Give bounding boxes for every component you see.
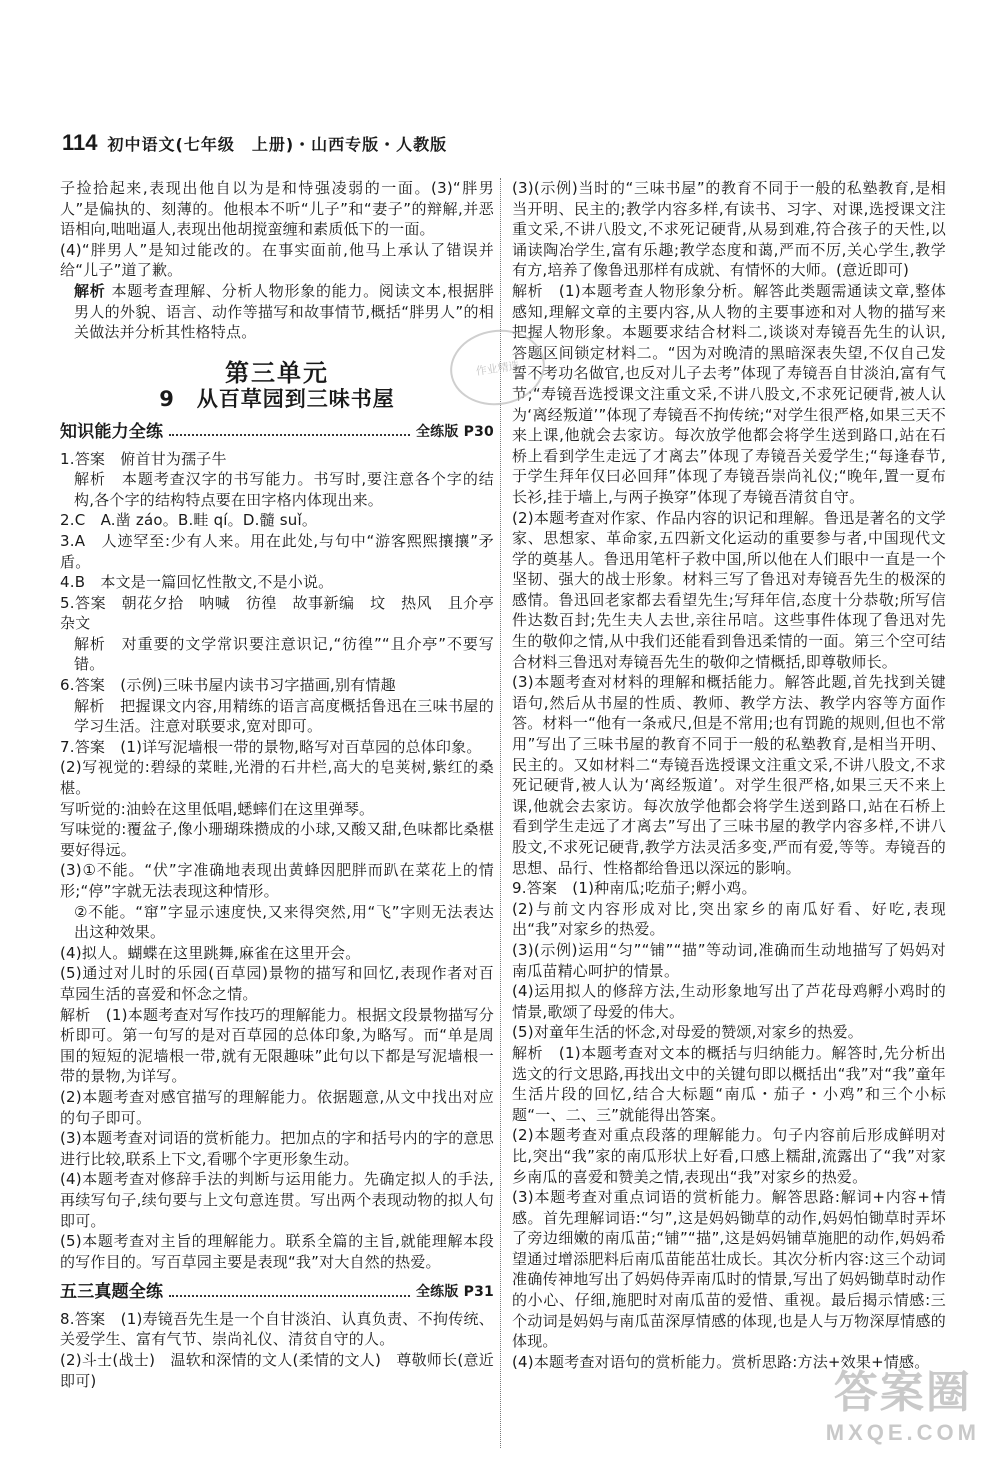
answer-line: 3.A 人迹罕至:少有人来。用在此处,与句中“游客熙熙攘攘”矛盾。 bbox=[60, 531, 494, 571]
answer-line: (5)通过对儿时的乐园(百草园)景物的描写和回忆,表现作者对百草园生活的喜爱和怀念之情。 bbox=[60, 964, 494, 1003]
answer-line: 9.答案 (1)种南瓜;吃茄子;孵小鸡。 bbox=[512, 879, 757, 898]
page-header bbox=[62, 130, 447, 156]
dotted-leader bbox=[169, 434, 410, 436]
answer-line: (4)本题考查对修辞手法的判断与运用能力。先确定拟人的手法,再续写句子,续句要与上文句意连贯。写出两个表现动物的拟人句即可。 bbox=[60, 1170, 494, 1230]
answer-line: (2)本题考查对感官描写的理解能力。依据题意,从文中找出对应的句子即可。 bbox=[60, 1087, 494, 1127]
section-name: 五三真题全练 bbox=[60, 1282, 164, 1303]
analysis-text: 本题考查理解、分析人物形象的能力。阅读文本,根据胖男人的外貌、语言、动作等描写和故事情节,概括“胖男人”的相关做法并分析其性格特点。 bbox=[74, 281, 494, 342]
unit-title: 第三单元 bbox=[225, 358, 329, 387]
left-column bbox=[60, 178, 494, 1391]
intro-analysis bbox=[60, 281, 494, 343]
watermark-url: MXQE.COM bbox=[825, 1420, 980, 1445]
answer-line: (4)本题考查对语句的赏析能力。赏析思路:方法+效果+情感。 bbox=[512, 1352, 930, 1371]
answer-line: (2)与前文内容形成对比,突出家乡的南瓜好看、好吃,表现出“我”对家乡的热爱。 bbox=[512, 899, 946, 939]
answer-line: 5.答案 朝花夕拾 呐喊 彷徨 故事新编 坟 热风 且介亭杂文 bbox=[60, 593, 494, 633]
answer-line: (3)(示例)运用“匀”“铺”“描”等动词,准确而生动地描写了妈妈对南瓜苗精心呵护的情景。 bbox=[512, 940, 946, 980]
answer-line: 写听觉的:油蛉在这里低唱,蟋蟀们在这里弹琴。 bbox=[60, 799, 375, 818]
answer-line: 7.答案 (1)详写泥墙根一带的景物,略写对百草园的总体印象。 bbox=[60, 737, 482, 756]
stamp: 作业精选 bbox=[445, 324, 550, 411]
answer-line: (5)本题考查对主旨的理解能力。联系全篇的主旨,就能理解本段的写作目的。写百草园主要是表现“我”对大自然的热爱。 bbox=[60, 1232, 494, 1271]
watermark bbox=[826, 1356, 980, 1446]
answer-line: 4.B 本文是一篇回忆性散文,不是小说。 bbox=[60, 573, 334, 592]
answer-line: 解析 (1)本题考查对写作技巧的理解能力。根据文段景物描写分析即可。第一句写的是对百草园的总体印象,为略写。而“单是周围的短短的泥墙根一带,就有无限趣味”此句以下都是写泥墙根一带的景物,为详写。 bbox=[60, 1005, 494, 1086]
page-number: 114 bbox=[62, 130, 98, 155]
watermark-logo: 答案圈 bbox=[833, 1368, 972, 1417]
answer-line: 写味觉的:覆盆子,像小珊瑚珠攒成的小球,又酸又甜,色味都比桑椹要好得远。 bbox=[60, 820, 494, 859]
lesson-title: 9 从百草园到三味书屋 bbox=[159, 387, 395, 412]
answer-line: (2)本题考查对作家、作品内容的识记和理解。鲁迅是著名的文学家、思想家、革命家,五四新文化运动的重要参与者,中国现代文学的奠基人。鲁迅用笔杆子救中国,所以他在人们眼中一直是一个坚韧、强大的战士形象。材料三写了鲁迅对寿镜吾先生的极深的感情。鲁迅回老家都去看望先生;写拜年信,态度十分恭敬;所写信件达数百封;先生夫人去世,亲往吊唁。这些事件体现了鲁迅对先生的敬仰之情,从中我们还能看到鲁迅柔情的一面。第三个空可结合材料三鲁迅对寿镜吾先生的敬仰之情概括,即尊敬师长。 bbox=[512, 508, 946, 671]
answer-list bbox=[60, 1309, 494, 1391]
answer-line: 解析 (1)本题考查人物形象分析。解答此类题需通读文章,整体感知,理解文章的主要内容,从人物的主要事迹和对人物的描写来把握人物形象。本题要求结合材料二,谈谈对寿镜吾先生的认识,答题区间锁定材料二。“因为对晚清的黑暗深表失望,不仅自己发誓不考功名做官,也反对儿子去考”体现了寿镜吾自甘淡泊,富有气节;“寿镜吾选授课文注重文采,不讲八股文,不求死记硬背,被人认为‘离经叛道’”体现了寿镜吾不拘传统;“对学生很严格,如果三天不来上课,他就会去家访。每次放学他都会将学生送到路口,站在石桥上看到学生走远了才离去”体现了寿镜吾关爱学生;“每逢春节,于学生拜年仅曰必回拜”体现了寿镜吾崇尚礼仪;“晚年,置一夏布长衫,挂于墙上,与两子换穿”体现了寿镜吾清贫自守。 bbox=[512, 281, 946, 506]
answer-line: 解析 把握课文内容,用精练的语言高度概括鲁迅在三味书屋的学习生活。注意对联要求,宽对即可。 bbox=[74, 696, 494, 736]
dotted-leader bbox=[169, 1295, 410, 1297]
answer-line: (3)本题考查对重点词语的赏析能力。解答思路:解词+内容+情感。首先理解词语:“匀”,这是妈妈锄草的动作,妈妈怕锄草时弄坏了旁边细嫩的南瓜苗;“铺”“描”,这是妈妈铺草施肥的动作,妈妈希望通过增添肥料后南瓜苗能茁壮成长。其次分析内容:这三个动词准确传神地写出了妈妈侍弄南瓜时的情景,写出了妈妈锄草时动作的小心、仔细,施肥时对南瓜苗的爱惜、重视。最后揭示情感:三个动词是妈妈与南瓜苗深厚情感的体现,也是人与万物深厚情感的体现。 bbox=[512, 1188, 946, 1351]
section-header bbox=[60, 422, 494, 443]
answer-line: 解析 对重要的文学常识要注意识记,“彷徨”“且介亭”不要写错。 bbox=[74, 634, 494, 674]
section-name: 知识能力全练 bbox=[60, 421, 164, 442]
answer-line: (3)本题考查对材料的理解和概括能力。解答此题,首先找到关键语句,然后从书屋的性质、教师、教学方法、教学内容等方面作答。材料一“他有一条戒尺,但是不常用;也有罚跪的规则,但也不常用”写出了三味书屋的教育不同于一般的私塾教育,是相当开明、民主的。又如材料二“寿镜吾选授课文注重文采,不讲八股文,不求死记硬背,被人认为‘离经叛道’。对学生很严格,如果三天不来上课,他就会去家访。每次放学他都会将学生送到路口,站在石桥上看到学生走远了才离去”写出了三味书屋的教学内容多样,不讲八股文,不求死记硬背,教学方法灵活多变,严而有爱,等等。寿镜吾的思想、品行、性格都给鲁迅以深远的影响。 bbox=[512, 673, 946, 877]
analysis-label: 解析 bbox=[74, 281, 106, 300]
answer-line: 1.答案 俯首甘为孺子牛 bbox=[60, 449, 227, 468]
answer-list bbox=[512, 178, 946, 1372]
answer-line: (4)拟人。蝴蝶在这里跳舞,麻雀在这里开会。 bbox=[60, 943, 361, 962]
section-header bbox=[60, 1282, 494, 1303]
answer-line: (4)运用拟人的修辞方法,生动形象地写出了芦花母鸡孵小鸡时的情景,歌颂了母爱的伟大。 bbox=[512, 982, 946, 1021]
answer-line: (2)写视觉的:碧绿的菜畦,光滑的石井栏,高大的皂荚树,紫红的桑椹。 bbox=[60, 758, 494, 798]
answer-line: ②不能。“窜”字显示速度快,又来得突然,用“飞”字则无法表达出这种效果。 bbox=[74, 902, 494, 942]
answer-line: (5)对童年生活的怀念,对母爱的赞颂,对家乡的热爱。 bbox=[512, 1023, 863, 1042]
intro-paragraph: (4)“胖男人”是知过能改的。在事实面前,他马上承认了错误并给“儿子”道了歉。 bbox=[60, 240, 494, 280]
answer-line: 解析 (1)本题考查对文本的概括与归纳能力。解答时,先分析出选文的行文思路,再找出文中的关键句即以概括出“我”对“我”童年生活片段的回忆,结合大标题“南瓜・茄子・小鸡”和三个小标题“一、二、三”就能得出答案。 bbox=[512, 1043, 946, 1124]
right-column bbox=[512, 178, 946, 1372]
answer-line: (2)本题考查对重点段落的理解能力。句子内容前后形成鲜明对比,突出“我”家的南瓜形状上好看,口感上糯甜,流露出了“我”对家乡南瓜的喜爱和赞美之情,表现出“我”对家乡的热爱。 bbox=[512, 1126, 946, 1186]
answer-line: (3)(示例)当时的“三味书屋”的教育不同于一般的私塾教育,是相当开明、民主的;教学内容多样,有读书、习字、对课,选授课文注重文采,不讲八股文,不求死记硬背,从易到难,符合孩子的天性,以诵读陶冶学生,富有乐趣;教学态度和蔼,严而不厉,关心学生,教学有方,培养了像鲁迅那样有成就、有情怀的大师。(意近即可) bbox=[512, 179, 946, 280]
section-ref: 全练版 P30 bbox=[415, 423, 494, 440]
section-ref: 全练版 P31 bbox=[415, 1284, 494, 1301]
answer-line: 6.答案 (示例)三味书屋内读书习字描画,别有情趣 bbox=[60, 676, 396, 695]
answer-line: (3)本题考查对词语的赏析能力。把加点的字和括号内的字的意思进行比较,联系上下文,看哪个字更形象生动。 bbox=[60, 1129, 494, 1168]
intro-paragraph: 子捡拾起来,表现出他自以为是和恃强凌弱的一面。(3)“胖男人”是偏执的、刻薄的。他根本不听“儿子”和“妻子”的辩解,并恶语相向,咄咄逼人,表现出他胡搅蛮缠和素质低下的一面。 bbox=[60, 179, 494, 239]
answer-line: 解析 本题考查汉字的书写能力。书写时,要注意各个字的结构,各个字的结构特点要在田字格内体现出来。 bbox=[74, 470, 494, 509]
book-title: 初中语文(七年级 上册)・山西专版・人教版 bbox=[107, 135, 448, 154]
answer-line: 8.答案 (1)寿镜吾先生是一个自甘淡泊、认真负责、不拘传统、关爱学生、富有气节、崇尚礼仪、清贫自守的人。 bbox=[60, 1309, 494, 1349]
answer-line: (3)①不能。“伏”字准确地表现出黄蜂因肥胖而趴在菜花上的情形;“停”字就无法表现这种情形。 bbox=[60, 861, 494, 900]
answer-line: 2.C A.凿 záo。B.畦 qí。D.髓 suǐ。 bbox=[60, 511, 318, 530]
answer-list bbox=[60, 449, 494, 1273]
answer-line: (2)斗士(战士) 温软和深情的文人(柔情的文人) 尊敬师长(意近即可) bbox=[60, 1351, 494, 1390]
